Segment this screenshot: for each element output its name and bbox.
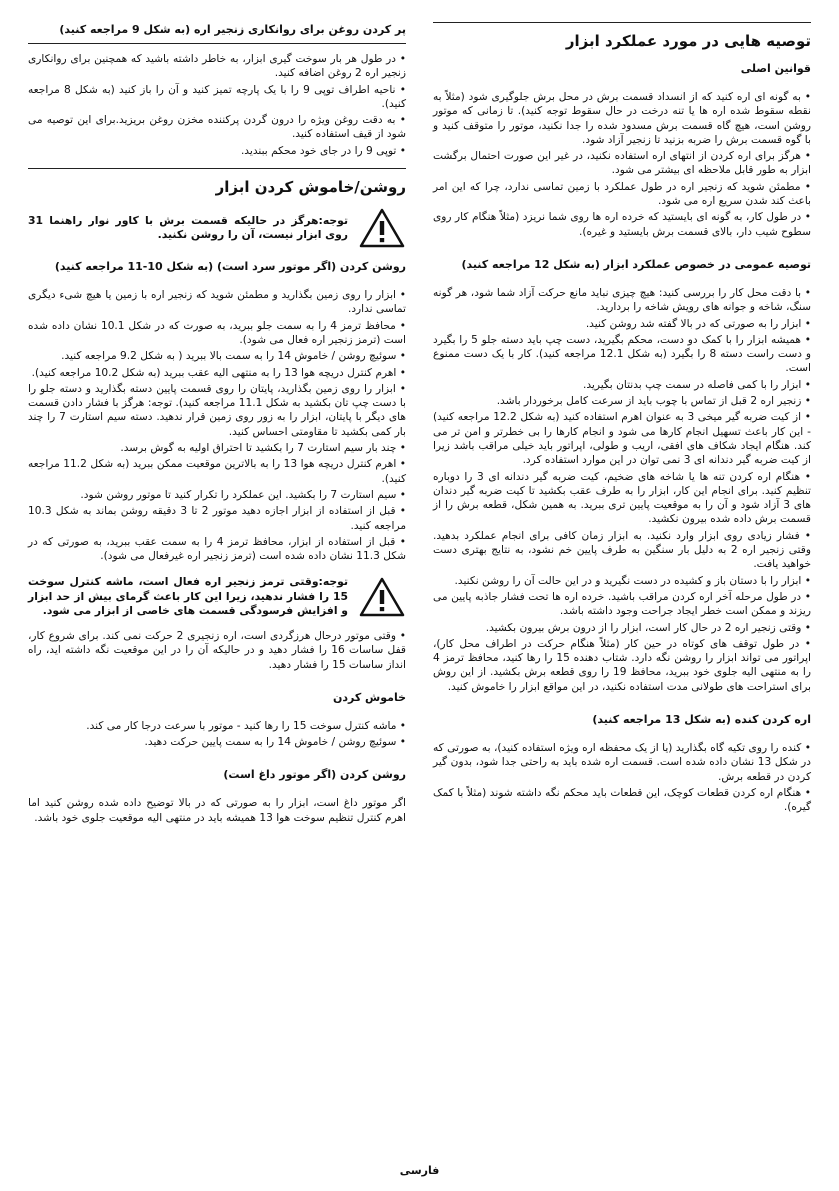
list-item: • هنگام اره کردن تنه ها یا شاخه های ضخیم، کیت ضربه گیر دندانه ای 3 را دوباره تنظیم کنید. برای انجام این کار، ابزار را به طرف عقب بکشید تا کیت ضربه گیر دندان های 3 آزاد شود و آن را به موقعیت پایین تری ببرید. به همین شکل، قطعه برش را از قسمت برش داده شده بیرون نکشید. <box>433 470 811 527</box>
list-item: • سوئیچ روشن / خاموش 14 را به سمت بالا ببرید ( به شکل 9.2 مراجعه کنید. <box>28 349 406 363</box>
list-item: • ابزار را روی زمین بگذارید و مطمئن شوید که زنجیر اره با زمین یا هیچ شیء دیگری تماسی ندارد. <box>28 288 406 317</box>
warning-text: توجه:وقتی ترمز زنجیر اره فعال است، ماشه کنترل سوخت 15 را فشار ندهید، زیرا این کار باعث گرمای بیش از حد ابزار و افزایش فرسودگی قسمت های خاصی از ابزار می شود. <box>28 575 348 618</box>
section-title-operation-tips: توصیه هایی در مورد عملکرد ابزار <box>565 32 811 50</box>
basic-rules-heading: قوانین اصلی <box>740 62 811 75</box>
list-item: • کنده را روی تکیه گاه بگذارید (یا از یک محفظه اره ویژه استفاده کنید)، به صورتی که در شکل 13 نشان داده شده است. قسمت اره شده باید به راحتی جدا شود، بدون گیر کردن در قطعه برش. <box>433 741 811 784</box>
list-item: • ابزار را روی زمین بگذارید، پایتان را روی قسمت پایین دسته بگذارید و دسته جلو را با دست چپ تان بکشید به شکل 11.1 مراجعه کنید). توجه: هرگز با فشار دادن قسمت های دیگر با پایتان، ابزار را به زور روی زمین قرار ندهید. دسته سیم استارت 7 را چند بار کمی بکشید تا مقاومتی احساس کنید. <box>28 382 406 439</box>
list-item: • با دقت محل کار را بررسی کنید: هیچ چیزی نباید مانع حرکت آزاد شما شود، هر گونه سنگ، شاخه و جوانه های رویش شاخه را بردارید. <box>433 286 811 315</box>
hot-start-text: اگر موتور داغ است، ابزار را به صورتی که در بالا توضیح داده شده روشن کنید اما اهرم کنترل تنظیم سوخت هوا 13 همیشه باید در منتهی الیه موقعیت جلوی خود باشد. <box>28 797 406 824</box>
list-item: • همیشه ابزار را با کمک دو دست، محکم بگیرید، دست چپ باید دسته جلو 5 را بگیرد و دست راست دسته 8 را بگیرد (به شکل 12.1 مراجعه کنید). کار با یک دست ممنوع است. <box>433 333 811 376</box>
list-item: • به گونه ای اره کنید که از انسداد قسمت برش در محل برش جلوگیری شود (مثلاً به نقطه سقوط شده اره ها یا تنه درخت در حال سقوط توجه کنید). تا زمانی که موتور روشن است، هیچ گاه قسمت برش مسدود شده را جدا نکنید، موتور را متوقف کنید و با گوه قسمت برش را ضربه بزنید تا زنجیر آزاد شود. <box>433 90 811 147</box>
list-item: • اهرم کنترل دریچه هوا 13 را به منتهی الیه عقب ببرید (به شکل 10.2 مراجعه کنید). <box>28 366 406 380</box>
list-item: • قبل از استفاده از ابزار، محافظ ترمز 4 را به سمت عقب ببرید، به صورتی که در شکل 11.3 نشان داده شده است (ترمز زنجیر اره غیرفعال می شود). <box>28 535 406 564</box>
cold-start-heading: روشن کردن (اگر موتور سرد است) (به شکل 10-11 مراجعه کنید) <box>54 260 406 274</box>
list-item: • از کیت ضربه گیر میخی 3 به عنوان اهرم استفاده کنید (به شکل 12.2 مراجعه کنید) - این کار باعث تسهیل انجام کارها می شود و انجام کارها را بی خطرتر و امن تر می کند. هنگام ایجاد شکاف های افقی، اریب و طولی، اپراتور باید خیلی مراقب باشد زیرا از کیت ضربه گیر دندانه ای 3 نمی توان در این موارد استفاده کرد. <box>433 410 811 467</box>
list-item: • به دقت روغن ویژه را درون گردن پرکننده مخزن روغن بریزید.برای این توصیه می شود از قیف استفاده کنید. <box>28 113 406 142</box>
list-item: • فشار زیادی روی ابزار وارد نکنید. به ابزار زمان کافی برای انجام عملکرد بدهید. وقتی زنجیر اره 2 به دلیل بار سنگین به طرف پایین خم نشود، به نتایج بهتری دست خواهید یافت. <box>433 529 811 572</box>
list-item: • ابزار را با کمی فاصله در سمت چپ بدنتان بگیرید. <box>433 378 811 392</box>
list-item: • در طول مرحله آخر اره کردن مراقب باشید. خرده اره ها تحت فشار جاذبه پایین می ریزند و ممکن است خطر ایجاد جراحت وجود داشته باشد. <box>433 590 811 619</box>
list-item: • هنگام اره کردن قطعات کوچک، این قطعات باید محکم نگه داشته شوند (مثلاً با کمک گیره). <box>433 786 811 815</box>
divider <box>28 168 406 169</box>
left-column <box>28 22 406 827</box>
list-item: • در طول هر بار سوخت گیری ابزار، به خاطر داشته باشید که همچنین برای روانکاری زنجیر اره 2 روغن اضافه کنید. <box>28 52 406 81</box>
list-item: • ناحیه اطراف توپی 9 را با یک پارچه تمیز کنید و آن را باز کنید (به شکل 8 مراجعه کنید). <box>28 83 406 112</box>
section-title-on-off: روشن/خاموش کردن ابزار <box>215 178 406 197</box>
warning-box <box>28 207 406 249</box>
list-item: • قبل از استفاده از ابزار اجازه دهید موتور 2 تا 3 دقیقه روشن بماند به شکل 10.3 مراجعه کنید. <box>28 504 406 533</box>
list-item: • در طول توقف های کوتاه در حین کار (مثلاً هنگام حرکت در اطراف محل کار)، اپراتور می تواند ابزار را روشن نگه دارد. شتاب دهنده 15 را رها کنید، محافظ ترمز 4 را به منتهی الیه جلوی خود ببرید، محافظ 19 را روی قطعه برش بکشید. از این روش برای استراحت های طولانی مدت استفاده نکنید، در این مواقع ابزار را خاموش کنید. <box>433 637 811 694</box>
warning-box <box>28 575 406 619</box>
general-advice-heading: توصیه عمومی در خصوص عملکرد ابزار (به شکل 12 مراجعه کنید) <box>461 257 811 271</box>
top-rule <box>433 22 811 23</box>
list-item: • چند بار سیم استارت 7 را بکشید تا احتراق اولیه به گوش برسد. <box>28 441 406 455</box>
right-column <box>433 22 811 816</box>
list-item: • توپی 9 را در جای خود محکم ببندید. <box>28 144 406 158</box>
divider <box>28 43 406 44</box>
warning-triangle-icon <box>358 576 406 618</box>
trimming-heading: اره کردن کنده (به شکل 13 مراجعه کنید) <box>592 712 811 726</box>
list-item: • وقتی زنجیر اره 2 در حال کار است، ابزار را از درون برش بیرون بکشید. <box>433 621 811 635</box>
list-item: • ابزار را به صورتی که در بالا گفته شد روشن کنید. <box>433 317 811 331</box>
list-item: • هرگز برای اره کردن از انتهای اره استفاده نکنید، در غیر این صورت احتمال برگشت ابزار به طور قابل ملاحظه ای بیشتر می شود. <box>433 149 811 178</box>
list-item: • مطمئن شوید که زنجیر اره در طول عملکرد با زمین تماسی ندارد، چرا که این امر باعث کند شدن سریع اره می شود. <box>433 180 811 209</box>
list-item: • ماشه کنترل سوخت 15 را رها کنید - موتور با سرعت درجا کار می کند. <box>28 719 406 733</box>
warning-text: توجه:هرگز در حالیکه قسمت برش با کاور نوار راهنما 31 روی ابزار نیست، آن را روشن نکنید. <box>28 213 348 242</box>
list-item: • سوئیچ روشن / خاموش 14 را به سمت پایین حرکت دهید. <box>28 735 406 749</box>
list-item: • محافظ ترمز 4 را به سمت جلو ببرید، به صورت که در شکل 10.1 نشان داده شده است (ترمز زنجیر اره فعال می شود). <box>28 319 406 348</box>
list-item: • اهرم کنترل دریچه هوا 13 را به بالاترین موقعیت ممکن ببرید (به شکل 11.2 مراجعه کنید). <box>28 457 406 486</box>
list-item: • در طول کار، به گونه ای بایستید که خرده اره ها روی شما نریزد (مثلاً هنگام کار روی سطوح شیب دار، بالای قسمت برش بایستید و غیره). <box>433 210 811 239</box>
stop-heading: خاموش کردن <box>332 690 406 704</box>
list-item: • وقتی موتور درحال هرزگردی است، اره زنجیری 2 حرکت نمی کند. برای شروع کار، قفل ساسات 16 را فشار دهید و در حالیکه آن را در این موقعیت نگه داشته اید، راه انداز ساسات 15 را فشار دهید. <box>28 629 406 672</box>
list-item: • زنجیر اره 2 قبل از تماس با چوب باید از سرعت کامل برخوردار باشد. <box>433 394 811 408</box>
list-item: • ابزار را با دستان باز و کشیده در دست نگیرید و در این حالت آن را روشن نکنید. <box>433 574 811 588</box>
hot-start-heading: روشن کردن (اگر موتور داغ است) <box>223 768 406 782</box>
warning-triangle-icon <box>358 207 406 249</box>
page-footer-language: فارسی <box>399 1164 440 1177</box>
list-item: • سیم استارت 7 را بکشید. این عملکرد را تکرار کنید تا موتور روشن شود. <box>28 488 406 502</box>
oil-heading: پر کردن روغن برای روانکاری زنجیر اره (به شکل 9 مراجعه کنید) <box>59 23 406 36</box>
